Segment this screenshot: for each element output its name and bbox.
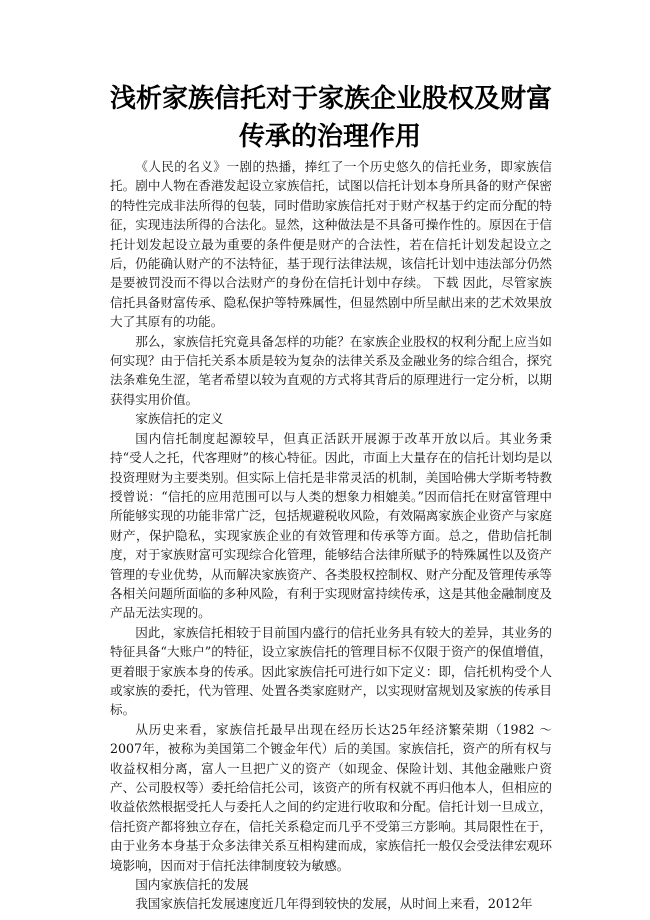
- intro-paragraph-2: 那么，家族信托究竟具备怎样的功能？在家族企业股权的权利分配上应当如何实现？由于信托关系本质是较为复杂的法律关系及金融业务的综合组合，探究法条难免生涩，笔者希望以较为直观的方式将其背后的原理进行一定分析，以期获得实用价值。: [110, 333, 552, 407]
- section-heading-development: 国内家族信托的发展: [135, 877, 249, 893]
- definition-paragraph-3: 从历史来看，家族信托最早出现在经历长达25年经济繁荣期（1982 ～2007年，被称为美国第二个镀金年代）后的美国。家族信托，资产的所有权与收益权相分离，富人一旦把广义的资产（如现金、保险计划、其他金融账户资产、公司股权等）委托给信托公司，该资产的所有权就不再归他本人，但相应的收益依然根据受托人与委托人之间的约定进行收取和分配。信托计划一旦成立，信托资产都将独立存在，信托关系稳定而几乎不受第三方影响。其局限性在于，由于业务本身基于众多法律关系互相构建而成，家族信托一般仅会受法律宏观环境影响，因而对于信托法律制度较为敏感。: [110, 721, 552, 873]
- intro-paragraph-1: 《人民的名义》一剧的热播，捧红了一个历史悠久的信托业务，即家族信托。剧中人物在香港发起设立家族信托，试图以信托计划本身所具备的财产保密的特性完成非法所得的包装，同时借助家族信托对于财产权基于约定而分配的特征，实现违法所得的合法化。显然，这种做法是不具备可操作性的。原因在于信托计划发起设立最为重要的条件便是财产的合法性，若在信托计划发起设立之后，仍能确认财产的不法特征，基于现行法律法规，该信托计划中违法部分仍然是要被罚没而不得以合法财产的身份在信托计划中存续。 下载 因此，尽管家族信托具备财富传承、隐私保护等特殊属性，但显然剧中所呈献出来的艺术效果放大了其原有的功能。: [110, 159, 552, 330]
- definition-paragraph-2: 因此，家族信托相较于目前国内盛行的信托业务具有较大的差异，其业务的特征具备“大账户”的特征，设立家族信托的管理目标不仅限于资产的保值增值，更着眼于家族本身的传承。因此家族信托可进行如下定义：即，信托机构受个人或家族的委托，代为管理、处置各类家庭财产，以实现财富规划及家族的传承目标。: [110, 624, 552, 718]
- definition-paragraph-1: 国内信托制度起源较早，但真正活跃开展源于改革开放以后。其业务秉持“受人之托，代客理财”的核心特征。因此，市面上大量存在的信托计划均是以投资理财为主要类别。但实际上信托是非常灵活的机制，美国哈佛大学斯考特教授曾说：“信托的应用范围可以与人类的想象力相媲美。”因而信托在财富管理中所能够实现的功能非常广泛，包括规避税收风险，有效隔离家族企业资产与家庭财产，保护隐私，实现家族企业的有效管理和传承等方面。总之，借助信托制度，对于家族财富可实现综合化管理，能够结合法律所赋予的特殊属性以及资产管理的专业优势，从而解决家族资产、各类股权控制权、财产分配及管理传承等各相关问题所面临的多种风险，有利于实现财富持续传承，这是其他金融制度及产品无法实现的。: [110, 430, 552, 621]
- document-body: [110, 157, 552, 914]
- title-line-2: 传承的治理作用: [238, 122, 421, 152]
- section-heading-definition: 家族信托的定义: [135, 411, 224, 427]
- development-paragraph-1: 我国家族信托发展速度近几年得到较快的发展，从时间上来看，2012年: [135, 896, 533, 912]
- title-line-1: 浅析家族信托对于家族企业股权及财富: [110, 84, 553, 114]
- document-title: [110, 80, 553, 156]
